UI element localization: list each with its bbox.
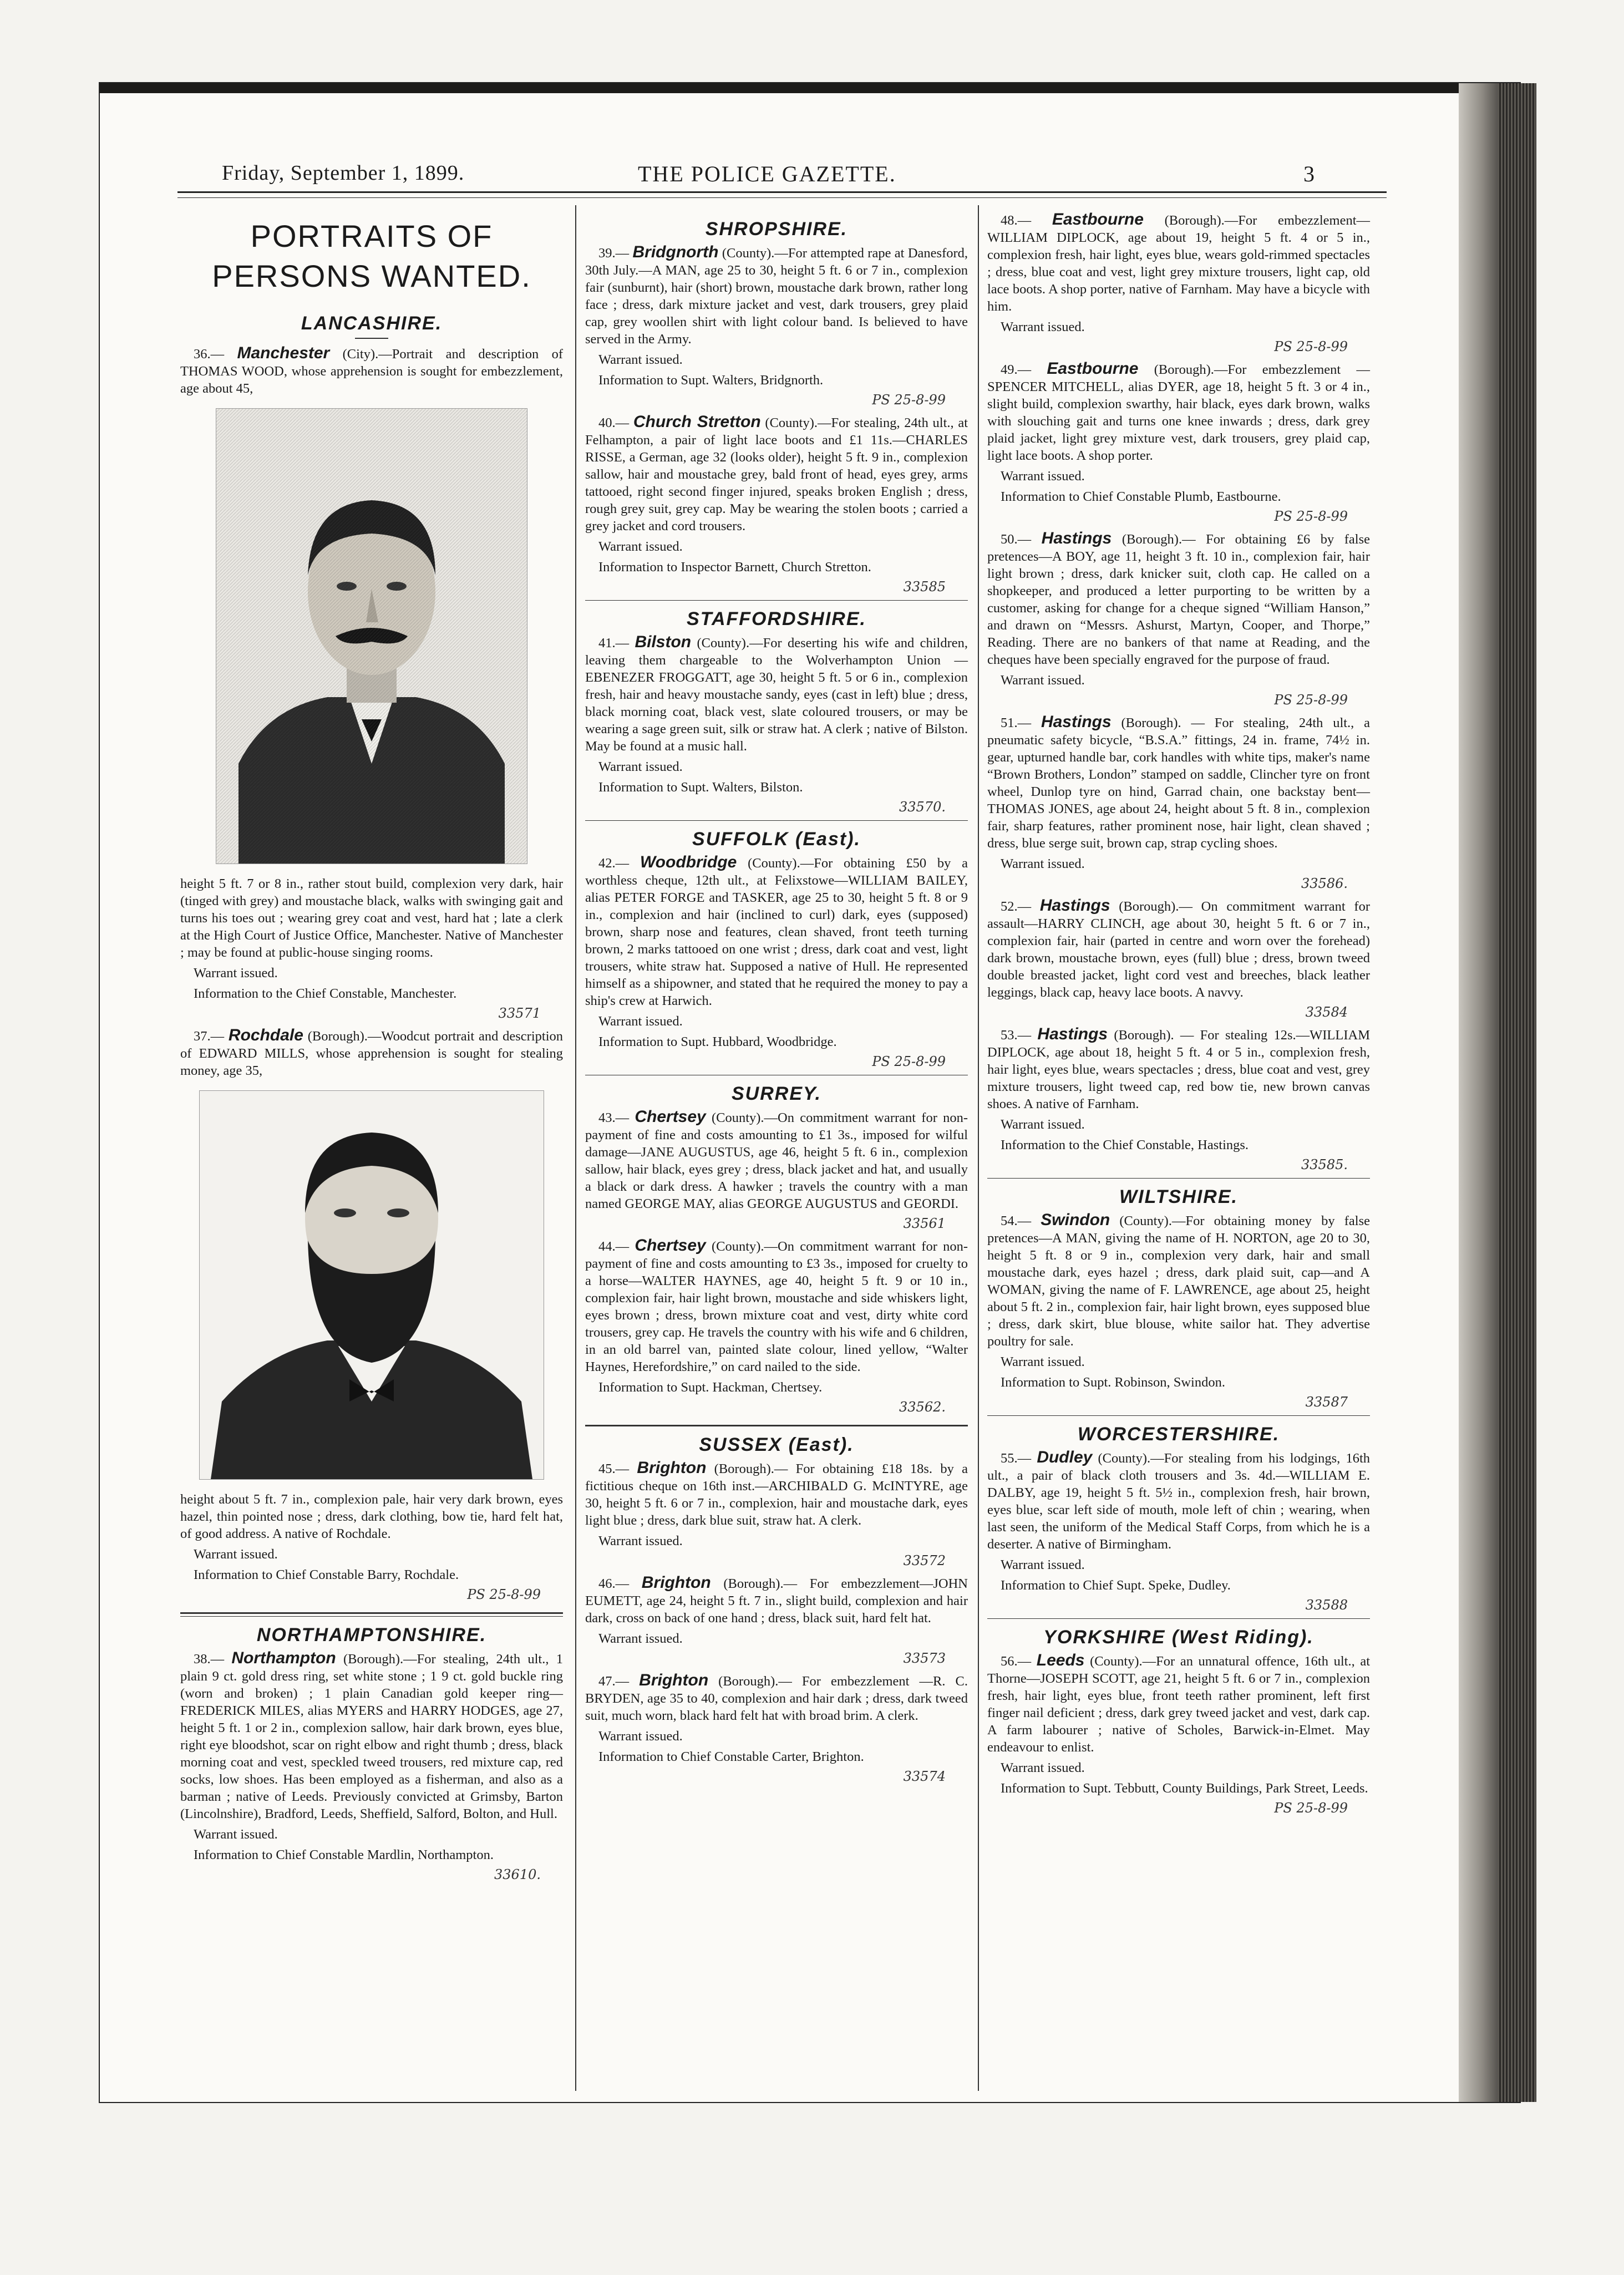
notice-48: 48.— Eastbourne (Borough).—For embezzlement—WILLIAM DIPLOCK, age about 19, height 5 ft. 4 or 5 in., complexion fresh, hair light, eyes blue, wears gold-rimmed spectacles ; dress, blue coat and vest, light grey mixture trousers, light cap, old lace boots. A shop porter, native of Farnham. May have a bicycle with him.: [987, 210, 1371, 314]
notice-37-description: height about 5 ft. 7 in., complexion pale, hair very dark brown, eyes hazel, thin pointed nose ; dress, dark clothing, bow tie, hard felt hat, of good address. A native of Rochdale.: [180, 1492, 563, 1541]
section-rule-thin: [180, 1616, 563, 1617]
column-1: [180, 211, 563, 1888]
section-title: PORTRAITS OF PERSONS WANTED.: [212, 219, 531, 293]
notice-38-information: Information to Chief Constable Mardlin, Northampton.: [194, 1847, 494, 1862]
notice-42: 42.— Woodbridge (County).—For obtaining £50 by a worthless cheque, 12th ult., at Felixstowe—WILLIAM BAILEY, alias PETER FORGE and TASKER, age 25 to 30, height 5 ft. 8 or 9 in., complexion and hair (inclined to curl) dark, eyes (supposed) brown, sharp nose and features, clean shaved, front teeth turning brown, 2 marks tattooed on one wrist ; dress, dark coat and vest, light trousers, white straw hat. Supposed a native of Hull. He represented himself as a shipowner, and stated that he required the money to pay a ship's crew at Harwich.: [585, 853, 968, 1008]
notice-37-information: Information to Chief Constable Barry, Rochdale.: [194, 1567, 459, 1582]
notice-51: 51.— Hastings (Borough). — For stealing, 24th ult., a pneumatic safety bicycle, “B.S.A.” fittings, 24 in. frame, 74½ in. gear, upturned handle bar, cork handles with white tips, maker's name “Brown Brothers, London” stamped on saddle, Clincher tyre on front wheel, Dunlop tyre on hind, Garrad chain, one backstay bent—THOMAS JONES, age about 24, height about 5 ft. 8 in., complexion fair, sharp features, rather prominent nose, hair light, clean shaved ; dress, blue serge suit, brown cap, strap cycling shoes.: [987, 713, 1370, 851]
notice-49: 49.— Eastbourne (Borough).—For embezzlement — SPENCER MITCHELL, alias DYER, age 18, height 5 ft. 3 or 4 in., slight build, complexion swarthy, hair black, eyes dark brown, walks with slouching gait and turns one knee inwards ; dress, dark grey plaid jacket, light grey mixture vest, dark trousers, grey plaid cap, light lace boots. A shop porter.: [987, 359, 1371, 463]
portrait-thomas-wood: [216, 408, 527, 864]
notice-52: 52.— Hastings (Borough).— On commitment warrant for assault—HARRY CLINCH, age about 30, height 5 ft. 6 or 7 in., complexion fair, hair (parted in centre and worn over the forehead) dark brown, moustache brown, eyes (full) blue ; dress, brown tweed double breasted jacket, light cord vest and breeches, black leather leggings, black cap, heavy lace boots. A navvy.: [987, 896, 1370, 1000]
handwritten-note: PS 25-8-99: [1274, 509, 1348, 524]
notice-46-warrant: Warrant issued.: [598, 1631, 683, 1646]
notice-41: 41.— Bilston (County).—For deserting his wife and children, leaving them chargeable to the Wolverhampton Union — EBENEZER FROGGATT, age 30, height 5 ft. 5 or 6 in., complexion fresh, hair and heavy moustache sandy, eyes (cast in left) blue ; dress, black morning coat, black vest, slate coloured trousers, or may be wearing a sage green suit, silk or straw hat. A clerk ; native of Bilston. May be found at a music hall.: [585, 633, 968, 754]
notice-53-information: Information to the Chief Constable, Hastings.: [1001, 1138, 1249, 1152]
page-number: 3: [1303, 161, 1315, 186]
column-divider: [978, 205, 979, 2091]
page-edges: [1498, 83, 1536, 2102]
notice-49-information: Information to Chief Constable Plumb, Eastbourne.: [1001, 489, 1281, 504]
notice-41-warrant: Warrant issued.: [598, 759, 683, 774]
notice-40: 40.— Church Stretton (County).—For stealing, 24th ult., at Felhampton, a pair of light lace boots and £1 11s.—CHARLES RISSE, a German, age 32 (looks older), height 5 ft. 9 in., complexion sallow, hair and moustache grey, bald front of head, eyes grey, arms tattooed, right second finger injured, speaks broken English ; dress, rough grey suit, grey cap. May be wearing the stolen boots ; carried a grey jacket and cord trousers.: [585, 413, 968, 534]
notice-39: 39.— Bridgnorth (County).—For attempted rape at Danesford, 30th July.—A MAN, age 25 to 30, height 5 ft. 6 or 7 in., complexion fair (sunburnt), hair (short) brown, moustache dark brown, rather long face ; dress, dark mixture jacket and vest, dark trousers, grey plaid cap, grey woollen shirt with light colour band. Is believed to have served in the Army.: [585, 243, 968, 347]
notice-43: 43.— Chertsey (County).—On commitment warrant for non-payment of fine and costs amounting to £1 3s., imposed for wilful damage—JANE AUGUSTUS, age 46, height 5 ft. 6 in., complexion sallow, hair black, eyes grey ; dress, black jacket and hat, and usually a black or dark dress. A hawker ; travels the country with a man named GEORGE MAY, alias GEORGE AUGUSTUS and GEORDI.: [585, 1108, 968, 1211]
section-rule: [585, 600, 968, 601]
page-header: [177, 161, 1387, 194]
county-heading: YORKSHIRE (West Riding).: [1043, 1627, 1314, 1648]
county-heading: SUSSEX (East).: [699, 1434, 854, 1455]
header-rule: [177, 191, 1387, 193]
handwritten-note: 33571: [498, 1006, 541, 1021]
notice-36-description: height 5 ft. 7 or 8 in., rather stout build, complexion very dark, hair (tinged with grey) and moustache black, walks with swinging gait and turns his toes out ; wearing grey coat and vest, hard hat ; late a clerk at the High Court of Justice Office, Manchester. Native of Manchester ; may be found at public-house singing rooms.: [180, 876, 563, 960]
handwritten-note: 33562.: [899, 1399, 946, 1415]
notice-42-information: Information to Supt. Hubbard, Woodbridge.: [598, 1034, 837, 1049]
handwritten-note: PS 25-8-99: [872, 392, 946, 408]
notice-45: 45.— Brighton (Borough).— For obtaining £18 18s. by a fictitious cheque on 16th inst.—ARCHIBALD G. McINTYRE, age 30, height 5 ft. 6 or 7 in., complexion, hair and moustache dark, eyes light blue ; dress, dark blue suit, straw hat. A clerk.: [585, 1459, 968, 1528]
notice-44: 44.— Chertsey (County).—On commitment warrant for non-payment of fine and costs amounting to £3 3s., imposed for cruelty to a horse—WALTER HAYNES, age 40, height 5 ft. 9 or 10 in., complexion fair, hair light brown, moustache and side whiskers light, eyes brown ; dress, brown mixture coat and vest, dirty white cord trousers, grey cap. He travels the country with his wife and 6 children, in an old barrel van, painted slate colour, lined yellow, “Walter Haynes, Herefordshire,” on card nailed to the side.: [585, 1236, 968, 1374]
issue-date: Friday, September 1, 1899.: [222, 161, 465, 185]
notice-47: 47.— Brighton (Borough).— For embezzlement —R. C. BRYDEN, age 35 to 40, complexion and hair dark ; dress, dark tweed suit, much worn, black hard felt hat with broad brim. A clerk.: [585, 1671, 968, 1723]
handwritten-note: 33584: [1305, 1004, 1348, 1020]
notice-53: 53.— Hastings (Borough). — For stealing 12s.—WILLIAM DIPLOCK, age about 18, height 5 ft. 4 or 5 in., complexion fresh, hair light, eyes blue, wears spectacles ; dress, blue coat and vest, grey mixture trousers, light tweed cap, red bow tie, new brown canvas shoes. A native of Farnham.: [987, 1025, 1370, 1111]
column-divider: [575, 205, 576, 2091]
notice-38-warrant: Warrant issued.: [194, 1827, 278, 1842]
handwritten-note: 33585: [903, 579, 946, 595]
notice-47-information: Information to Chief Constable Carter, Brighton.: [598, 1749, 864, 1764]
notice-55: 55.— Dudley (County).—For stealing from his lodgings, 16th ult., a pair of black cloth trousers and 3s. 4d.—WILLIAM E. DALBY, age 19, height 5 ft. 5½ in., complexion fresh, hair brown, eyes blue, scar left side of mouth, mole left of chin ; wearing, when last seen, the uniform of the Medical Staff Corps, from which he is a deserter. A native of Birmingham.: [987, 1448, 1371, 1552]
handwritten-note: 33610.: [494, 1867, 541, 1882]
section-rule: [585, 1425, 968, 1426]
notice-42-warrant: Warrant issued.: [598, 1014, 683, 1029]
column-2: [585, 211, 968, 1790]
handwritten-note: PS 25-8-99: [1274, 692, 1348, 708]
county-heading: SURREY.: [731, 1083, 822, 1104]
masthead: THE POLICE GAZETTE.: [638, 161, 896, 186]
section-rule: [180, 1612, 563, 1614]
notice-54-warrant: Warrant issued.: [1001, 1354, 1085, 1369]
notice-38: 38.— Northampton (Borough).—For stealing, 24th ult., 1 plain 9 ct. gold dress ring, set white stone ; 1 9 ct. gold buckle ring (worn and broken) ; 1 plain Canadian gold keeper ring—FREDERICK MILES, alias MYERS and HARRY HODGES, age 27, height 5 ft. 1 or 2 in., complexion sallow, hair dark brown, eyes blue, right eye bloodshot, scar on right elbow and right thumb ; dress, black morning coat and vest, speckled tweed trousers, red mixture cap, red socks, low shoes. Has been employed as a fisherman, and also as a barman ; native of Leeds. Previously convicted at Grimsby, Barton (Lincolnshire), Bradford, Leeds, Sheffield, Salford, Bolton, and Hull.: [180, 1649, 563, 1821]
section-rule: [585, 820, 968, 821]
notice-36-warrant: Warrant issued.: [194, 966, 278, 981]
notice-40-information: Information to Inspector Barnett, Church Stretton.: [598, 560, 871, 575]
notice-37-warrant: Warrant issued.: [194, 1547, 278, 1562]
handwritten-note: PS 25-8-99: [1274, 339, 1348, 354]
notice-40-warrant: Warrant issued.: [598, 539, 683, 554]
handwritten-note: 33585.: [1301, 1157, 1348, 1172]
notice-37: 37.— Rochdale (Borough).—Woodcut portrait and description of EDWARD MILLS, whose apprehension is sought for stealing money, age 35,: [180, 1026, 564, 1078]
notice-39-information: Information to Supt. Walters, Bridgnorth.: [598, 373, 824, 388]
notice-48-warrant: Warrant issued.: [1001, 319, 1085, 334]
notice-53-warrant: Warrant issued.: [1001, 1117, 1085, 1132]
notice-49-warrant: Warrant issued.: [1001, 469, 1085, 484]
notice-36-information: Information to the Chief Constable, Manchester.: [194, 986, 457, 1001]
notice-51-warrant: Warrant issued.: [1001, 856, 1085, 871]
handwritten-note: 33561: [903, 1216, 946, 1231]
notice-56-warrant: Warrant issued.: [1001, 1760, 1085, 1775]
notice-50: 50.— Hastings (Borough).— For obtaining £6 by false pretences—A BOY, age 11, height 3 ft. 10 in., complexion fair, hair light brown ; dress, dark knicker suit, cloth cap. He called on a shopkeeper, and produced a letter purporting to be written by a customer, asking for change for a cheque signed “William Hanson,” and drawn on “Messrs. Ashurst, Martyn, Cooper, and Thorpe,” Reading. There are no bankers of that name at Reading, and the cheques have been specially engraved for the purpose of fraud.: [987, 529, 1371, 667]
notice-50-warrant: Warrant issued.: [1001, 673, 1085, 688]
handwritten-note: 33573: [903, 1651, 946, 1666]
notice-39-warrant: Warrant issued.: [598, 352, 683, 367]
handwritten-note: PS 25-8-99: [872, 1054, 946, 1069]
county-heading: WILTSHIRE.: [1119, 1186, 1238, 1207]
county-heading: SUFFOLK (East).: [692, 829, 861, 850]
notice-46: 46.— Brighton (Borough).— For embezzlement—JOHN EUMETT, age 24, height 5 ft. 7 in., slight build, complexion and hair dark, cross on back of one hand ; dress, black suit, hard felt hat.: [585, 1573, 968, 1626]
handwritten-note: 33572: [903, 1553, 946, 1568]
county-heading: NORTHAMPTONSHIRE.: [256, 1624, 487, 1646]
notice-36: 36.— Manchester (City).—Portrait and description of THOMAS WOOD, whose apprehension is sought for embezzlement, age about 45,: [180, 344, 564, 396]
handwritten-note: PS 25-8-99: [1274, 1800, 1348, 1816]
notice-47-warrant: Warrant issued.: [598, 1729, 683, 1744]
notice-45-warrant: Warrant issued.: [598, 1533, 683, 1548]
section-rule: [987, 1415, 1370, 1416]
notice-44-information: Information to Supt. Hackman, Chertsey.: [598, 1380, 823, 1395]
county-heading: WORCESTERSHIRE.: [1077, 1424, 1280, 1445]
notice-54-information: Information to Supt. Robinson, Swindon.: [1001, 1375, 1225, 1390]
notice-56-information: Information to Supt. Tebbutt, County Buildings, Park Street, Leeds.: [1001, 1781, 1368, 1796]
handwritten-note: 33570.: [899, 799, 946, 815]
handwritten-note: 33586.: [1301, 876, 1348, 891]
handwritten-note: 33574: [903, 1769, 946, 1784]
section-rule: [987, 1178, 1370, 1179]
handwritten-note: 33588: [1305, 1597, 1348, 1613]
divider: [355, 338, 388, 339]
county-heading: SHROPSHIRE.: [705, 219, 848, 240]
county-heading: STAFFORDSHIRE.: [687, 608, 866, 629]
county-heading: LANCASHIRE.: [301, 313, 443, 334]
notice-54: 54.— Swindon (County).—For obtaining money by false pretences—A MAN, giving the name of H. NORTON, age 20 to 30, height 5 ft. 8 or 9 in., complexion very dark, hair and small moustache dark, eyes hazel ; dress, dark plaid suit, cap—and A WOMAN, giving the name of F. LAWRENCE, age about 25, height about 5 ft. 2 in., complexion fair, hair light brown, eyes supposed blue ; dress, dark skirt, blue blouse, white sailor hat. They advertise poultry for sale.: [987, 1211, 1371, 1349]
handwritten-note: 33587: [1305, 1394, 1348, 1410]
notice-55-information: Information to Chief Supt. Speke, Dudley.: [1001, 1578, 1231, 1593]
header-rule-thin: [177, 197, 1387, 198]
notice-41-information: Information to Supt. Walters, Bilston.: [598, 780, 803, 795]
notice-56: 56.— Leeds (County).—For an unnatural offence, 16th ult., at Thorne—JOSEPH SCOTT, age 21, height 5 ft. 6 or 7 in., complexion fresh, hair light, eyes blue, front teeth rather prominent, left first finger nail deficient ; dress, dark grey tweed jacket and vest, dark cap. A farm labourer ; native of Scholes, Barwick-in-Elmet. May endeavour to enlist.: [987, 1651, 1371, 1755]
handwritten-note: PS 25-8-99: [467, 1587, 541, 1602]
column-3: [987, 211, 1370, 1821]
notice-55-warrant: Warrant issued.: [1001, 1557, 1085, 1572]
portrait-edward-mills: [199, 1090, 544, 1480]
section-rule: [987, 1618, 1370, 1619]
scan-top-edge: [100, 83, 1536, 93]
